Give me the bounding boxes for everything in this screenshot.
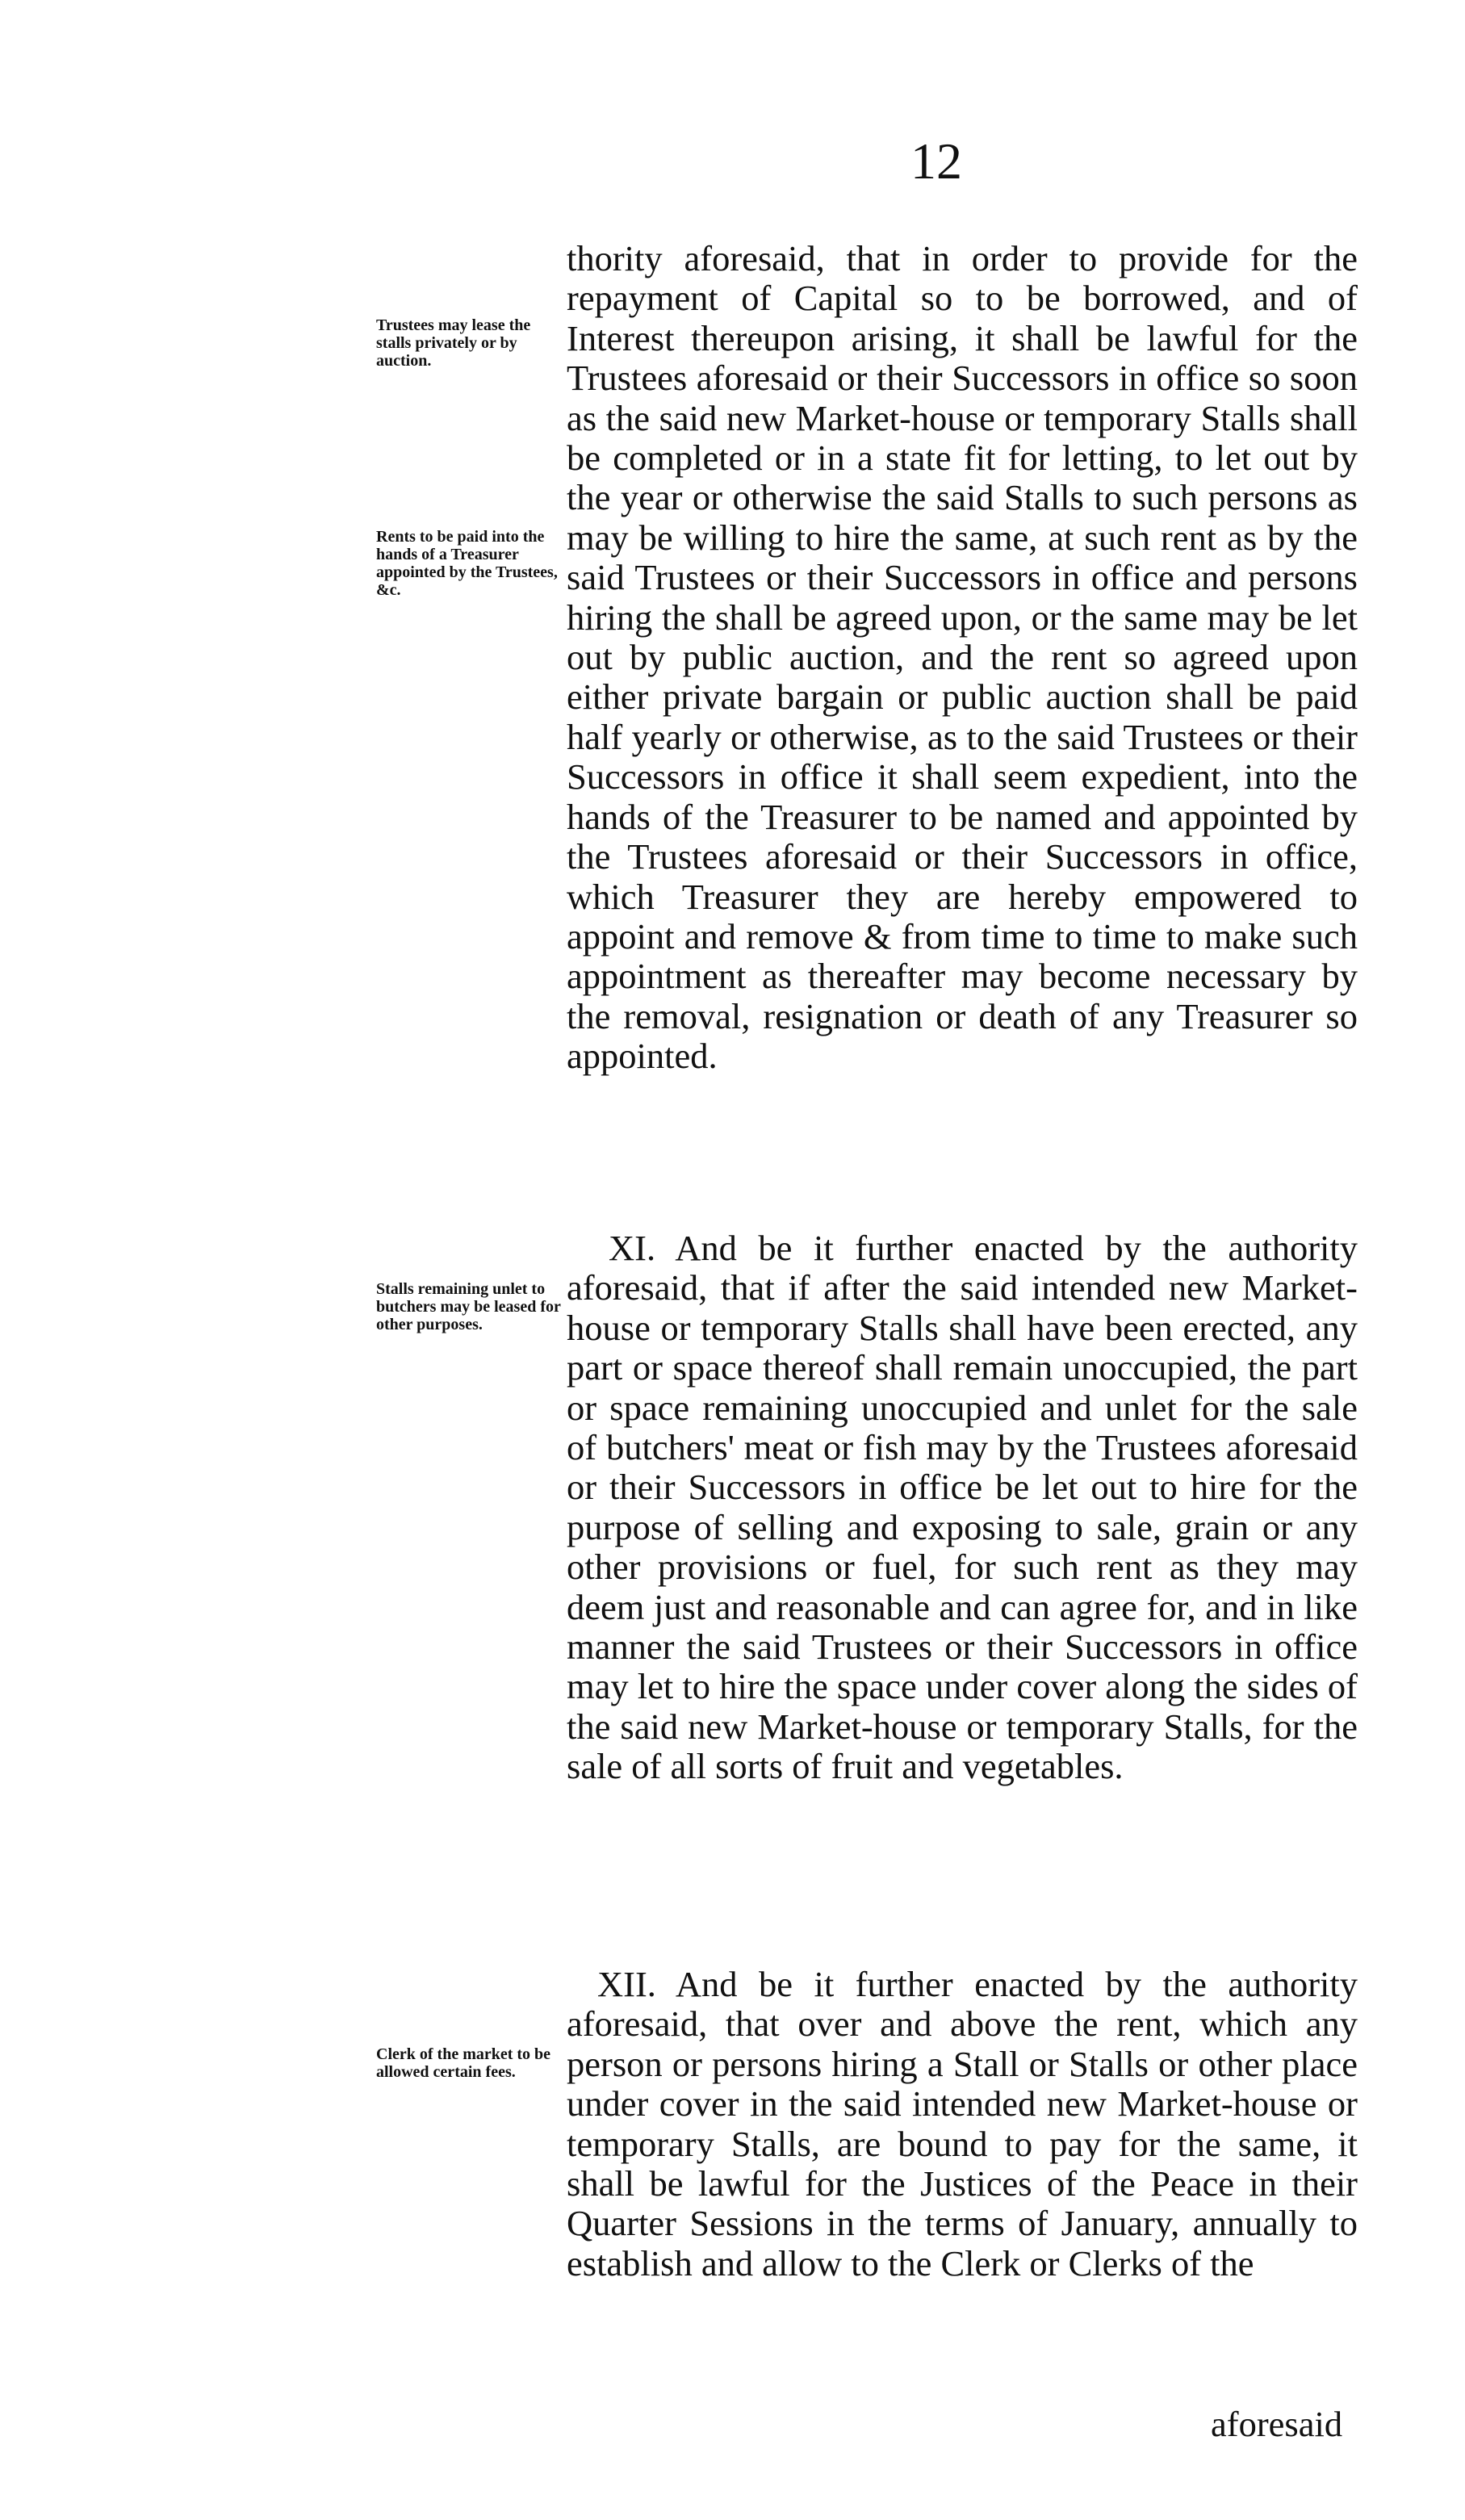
- margin-note-unlet-stalls: Stalls remaining unlet to butchers may be leased for other purposes.: [376, 1280, 561, 1333]
- margin-note-clerk-fees: Clerk of the market to be allowed certain fees.: [376, 2045, 551, 2081]
- margin-note-rents-treasurer: Rents to be paid into the hands of a Treasurer appointed by the Trustees, &c.: [376, 528, 558, 599]
- paragraph-section-xi: XI. And be it further enacted by the authority aforesaid, that if after the said intended new Market-house or temporary Stalls shall have been erected, any part or space thereof shall remain unoccupied, the part or space remaining unoccupied and unlet for the sale of butchers' meat or fish may by the Trustees aforesaid or their Successors in office be let out to hire for the purpose of selling and exposing to sale, grain or any other provisions or fuel, for such rent as they may deem just and reasonable and can agree for, and in like manner the said Trustees or their Successors in office may let to hire the space under cover along the sides of the said new Market-house or temporary Stalls, for the sale of all sorts of fruit and vegetables.: [567, 1228, 1358, 1787]
- page-number: 12: [910, 132, 962, 190]
- catchword: aforesaid: [1211, 2404, 1343, 2444]
- paragraph-continuation: thority aforesaid, that in order to provide for the repayment of Capital so to be borrowed, and of Interest thereupon arising, it shall be lawful for the Trustees aforesaid or their Successors in office so soon as the said new Market-house or temporary Stalls shall be completed or in a state fit for letting, to let out by the year or otherwise the said Stalls to such persons as may be willing to hire the same, at such rent as by the said Trustees or their Successors in office and persons hiring the shall be agreed upon, or the same may be let out by public auction, and the rent so agreed upon either private bargain or public auction shall be paid half yearly or otherwise, as to the said Trustees or their Successors in office it shall seem expedient, into the hands of the Treasurer to be named and appointed by the Trustees aforesaid or their Successors in office, which Treasurer they are hereby empowered to appoint and remove & from time to time to make such appointment as thereafter may become necessary by the removal, resignation or death of any Treasurer so appointed.: [567, 238, 1358, 1077]
- paragraph-section-xii: XII. And be it further enacted by the authority aforesaid, that over and above the rent, which any person or persons hiring a Stall or Stalls or other place under cover in the said intended new Market-house or temporary Stalls, are bound to pay for the same, it shall be lawful for the Justices of the Peace in their Quarter Sessions in the terms of January, annually to establish and allow to the Clerk or Clerks of the: [567, 1964, 1358, 2283]
- margin-note-lease-stalls: Trustees may lease the stalls privately or by auction.: [376, 316, 531, 370]
